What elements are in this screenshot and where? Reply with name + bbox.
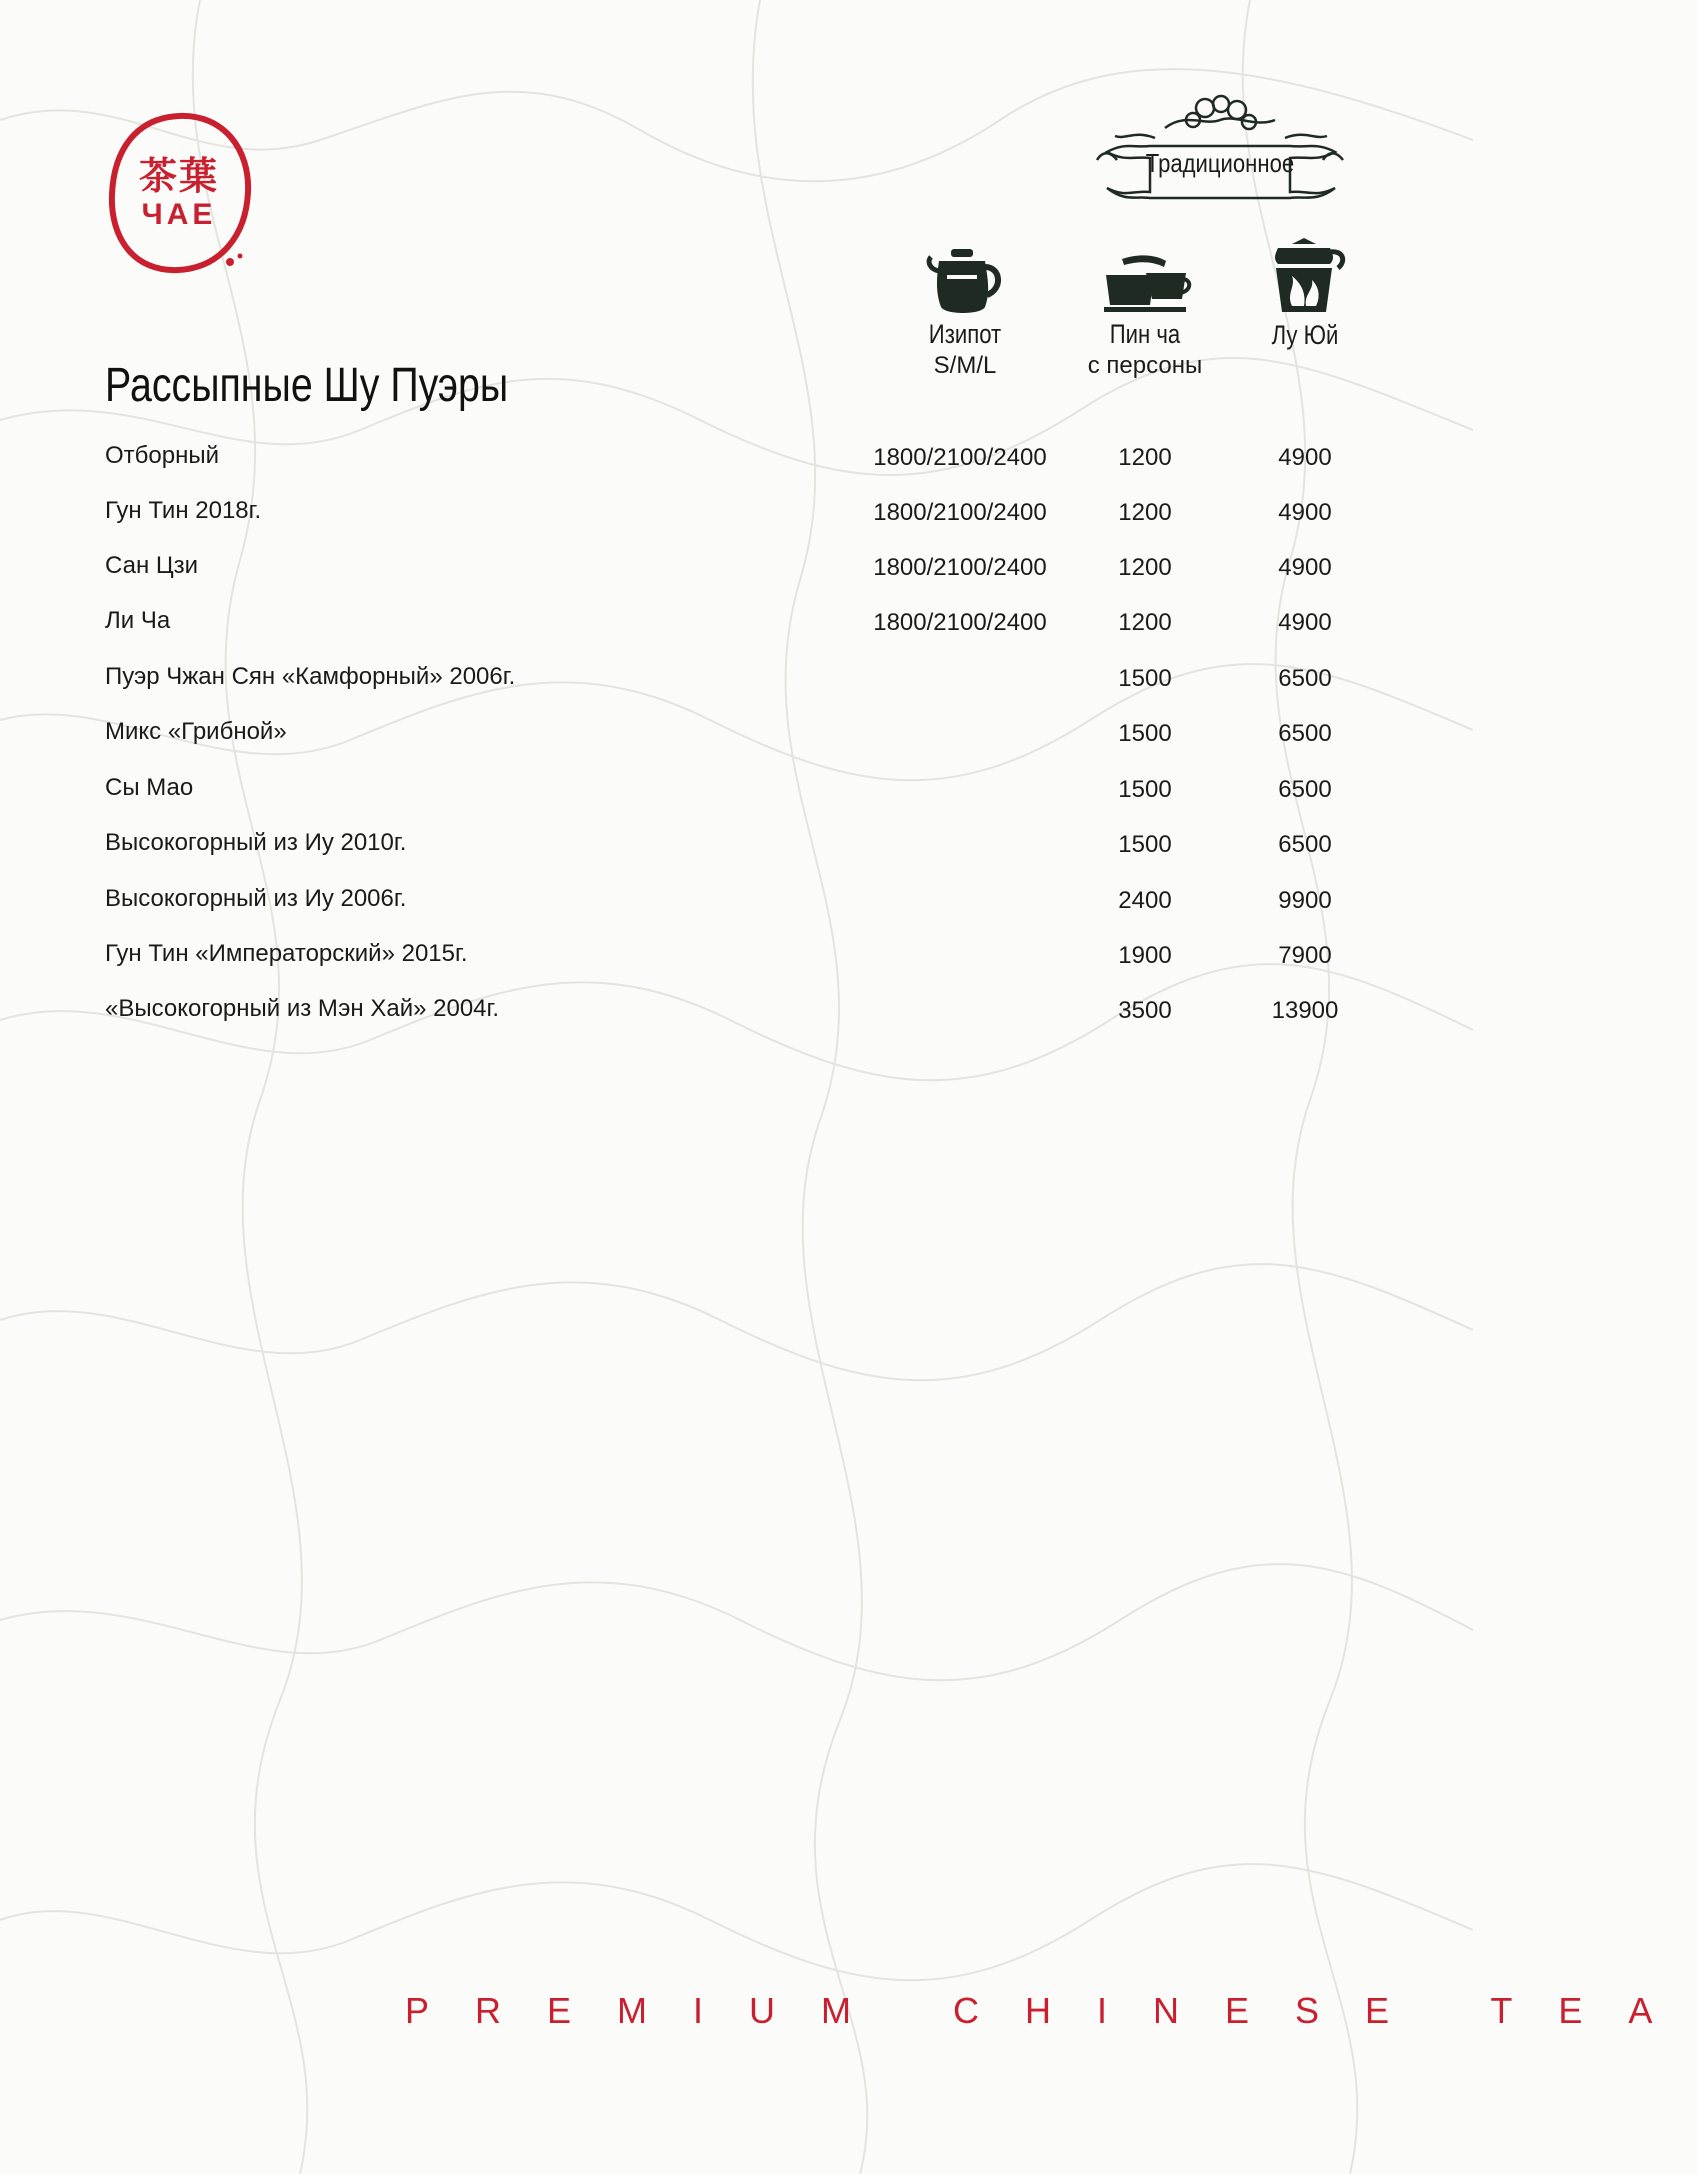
item-name: Пуэр Чжан Сян «Камфорный» 2006г.	[105, 663, 516, 690]
price-luyui: 6500	[1278, 720, 1332, 747]
price-pincha: 1900	[1118, 942, 1172, 969]
item-name: Ли Ча	[105, 607, 171, 634]
price-izipot: 1800/2100/2400	[873, 499, 1047, 526]
footer-tagline: PREMIUM CHINESE TEA	[405, 1990, 1698, 2031]
price-pincha: 1500	[1118, 665, 1172, 692]
price-izipot: 1800/2100/2400	[873, 554, 1047, 581]
list-item	[0, 940, 1473, 980]
price-luyui: 13900	[1271, 997, 1339, 1024]
column-header-pincha	[1060, 245, 1230, 380]
price-pincha: 1500	[1118, 831, 1172, 858]
logo-russian-text: ЧАЕ	[141, 198, 217, 231]
item-name: Сан Цзи	[105, 552, 199, 579]
column-header-izipot	[905, 245, 1025, 380]
price-luyui: 4900	[1278, 499, 1332, 526]
price-pincha: 1500	[1118, 720, 1172, 747]
list-item	[0, 829, 1473, 869]
price-pincha: 1200	[1118, 444, 1172, 471]
item-name: Сы Мао	[105, 774, 194, 801]
price-pincha: 1500	[1118, 776, 1172, 803]
cups-icon	[1100, 245, 1190, 317]
price-izipot: 1800/2100/2400	[873, 444, 1047, 471]
price-luyui: 4900	[1278, 554, 1332, 581]
list-item	[0, 885, 1473, 925]
column-sub-izipot: S/M/L	[933, 352, 997, 379]
list-item	[0, 607, 1473, 647]
price-luyui: 7900	[1278, 942, 1332, 969]
price-pincha: 1200	[1118, 554, 1172, 581]
price-luyui: 4900	[1278, 444, 1332, 471]
list-item	[0, 663, 1473, 703]
column-name-izipot: Изипот	[928, 319, 1002, 349]
price-pincha: 3500	[1118, 997, 1172, 1024]
item-name: «Высокогорный из Мэн Хай» 2004г.	[105, 995, 500, 1022]
item-name: Гун Тин 2018г.	[105, 497, 262, 524]
column-name-pincha: Пин ча	[1109, 319, 1181, 349]
price-luyui: 6500	[1278, 776, 1332, 803]
price-luyui: 6500	[1278, 831, 1332, 858]
teapot-icon	[925, 245, 1005, 317]
item-name: Гун Тин «Императорский» 2015г.	[105, 940, 468, 967]
item-name: Высокогорный из Иу 2006г.	[105, 885, 407, 912]
list-item	[0, 442, 1473, 482]
section-title: Рассыпные Шу Пуэры	[105, 359, 509, 412]
price-izipot: 1800/2100/2400	[873, 609, 1047, 636]
price-luyui: 4900	[1278, 609, 1332, 636]
item-name: Высокогорный из Иу 2010г.	[105, 829, 407, 856]
price-luyui: 9900	[1278, 887, 1332, 914]
price-pincha: 1200	[1118, 499, 1172, 526]
price-pincha: 2400	[1118, 887, 1172, 914]
list-item	[0, 774, 1473, 814]
price-luyui: 6500	[1278, 665, 1332, 692]
column-name-luyui: Лу Юй	[1271, 320, 1339, 350]
price-pincha: 1200	[1118, 609, 1172, 636]
list-item	[0, 995, 1473, 1035]
column-sub-pincha: с персоны	[1087, 352, 1203, 379]
column-header-luyui	[1245, 238, 1365, 351]
list-item	[0, 552, 1473, 592]
list-item	[0, 718, 1473, 758]
brand-logo	[104, 110, 254, 280]
item-name: Отборный	[105, 442, 220, 469]
list-item	[0, 497, 1473, 537]
item-name: Микс «Грибной»	[105, 718, 287, 745]
stove-teapot-icon	[1262, 238, 1348, 318]
banner-label: Традиционное	[1145, 148, 1295, 178]
logo-chinese-text: 茶葉	[138, 154, 219, 198]
